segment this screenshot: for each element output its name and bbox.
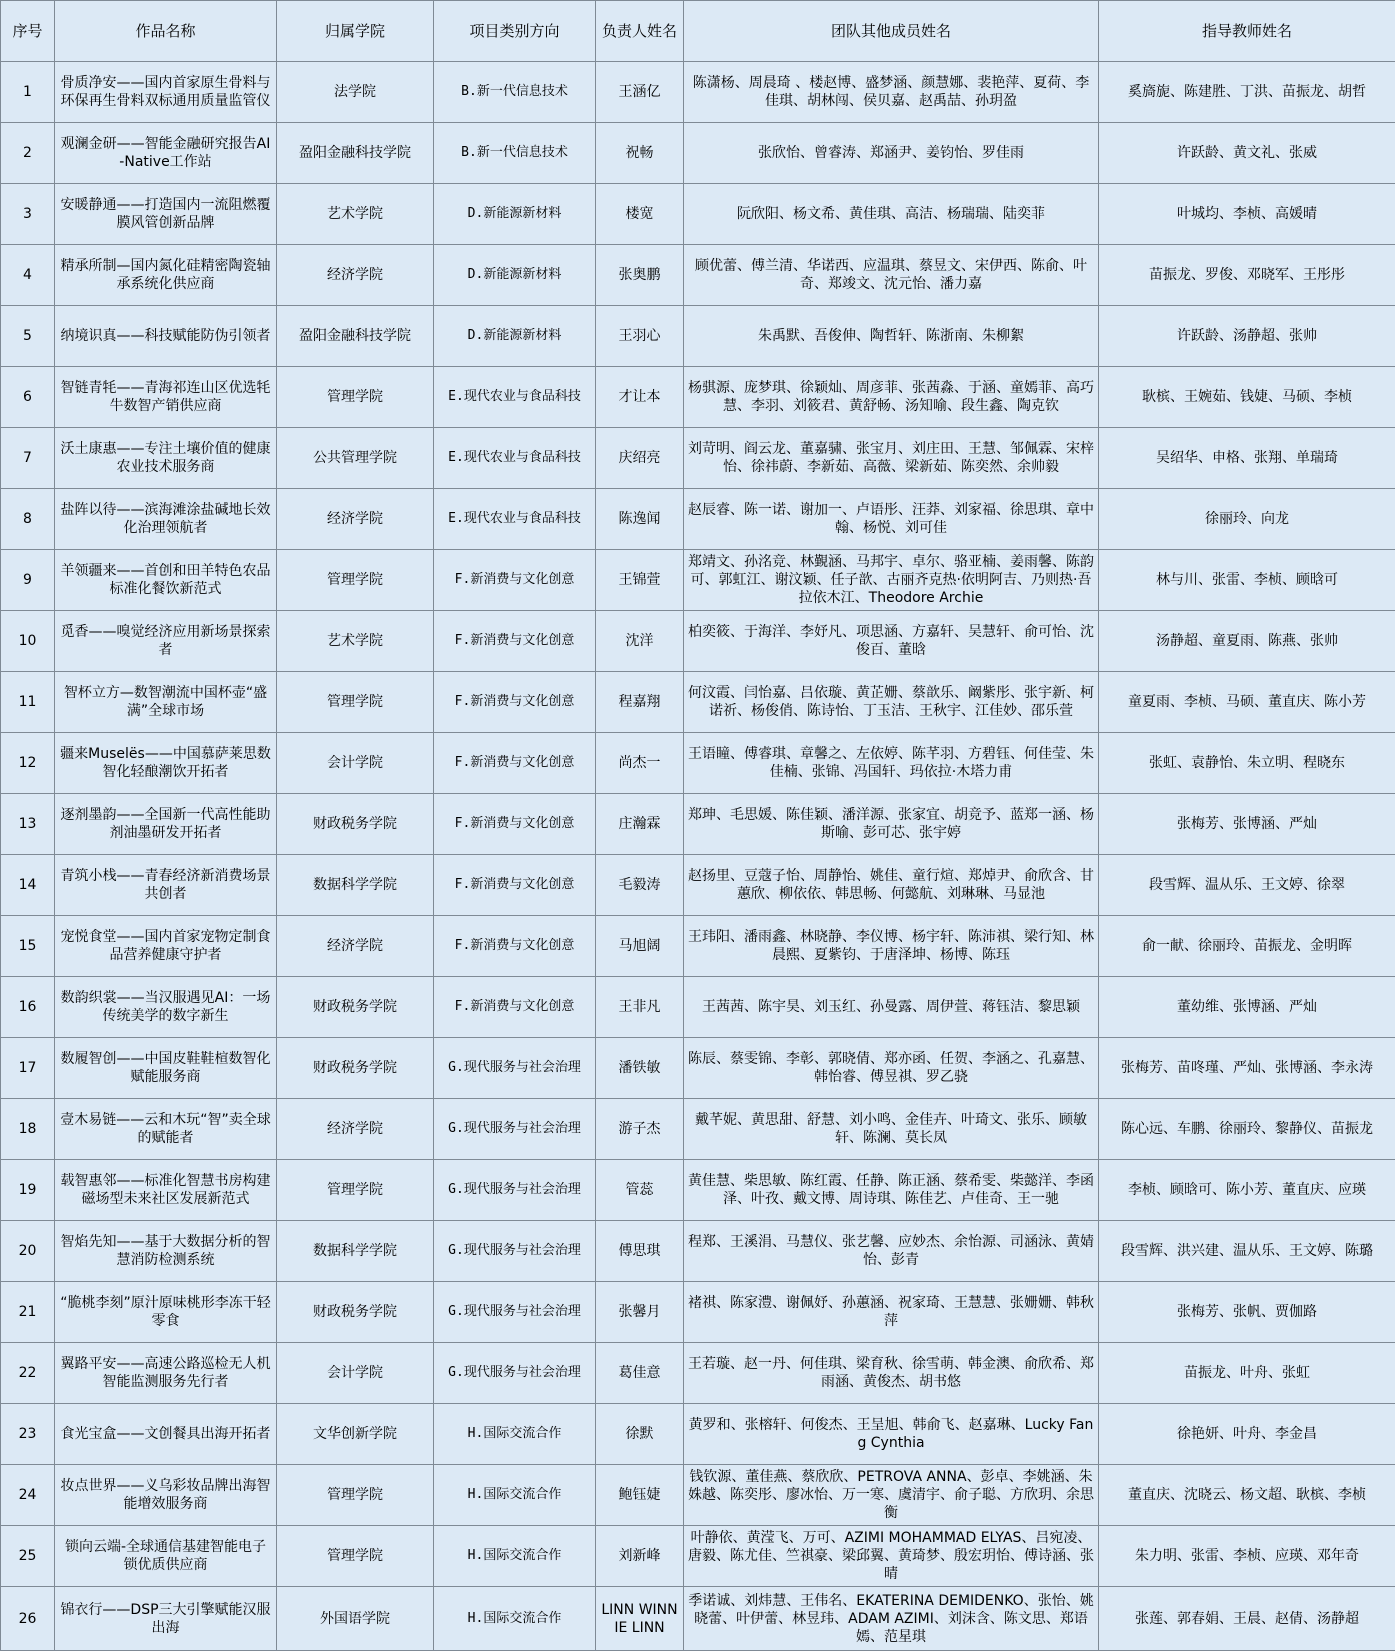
table-row xyxy=(1,1160,1395,1221)
cell-advisors: 张梅芳、苗咚瑾、严灿、张博涵、李永涛 xyxy=(1099,1038,1395,1099)
cell-advisors: 李桢、顾晗可、陈小芳、董直庆、应瑛 xyxy=(1099,1160,1395,1221)
cell-index: 18 xyxy=(1,1099,55,1160)
cell-category: G.现代服务与社会治理 xyxy=(434,1282,596,1343)
cell-category: F.新消费与文化创意 xyxy=(434,672,596,733)
cell-advisors: 苗振龙、叶舟、张虹 xyxy=(1099,1343,1395,1404)
cell-project-name: 沃土康惠——专注土壤价值的健康农业技术服务商 xyxy=(55,428,277,489)
cell-project-name: 骨质净安——国内首家原生骨料与环保再生骨料双标通用质量监管仪 xyxy=(55,62,277,123)
cell-index: 11 xyxy=(1,672,55,733)
cell-leader: 王涵亿 xyxy=(596,62,684,123)
cell-category: F.新消费与文化创意 xyxy=(434,611,596,672)
cell-category: F.新消费与文化创意 xyxy=(434,977,596,1038)
cell-index: 5 xyxy=(1,306,55,367)
table-body xyxy=(1,62,1395,1651)
cell-advisors: 童夏雨、李桢、马硕、董直庆、陈小芳 xyxy=(1099,672,1395,733)
cell-leader: 陈逸闻 xyxy=(596,489,684,550)
cell-index: 21 xyxy=(1,1282,55,1343)
cell-project-name: 壹木易链——云和木玩“智”卖全球的赋能者 xyxy=(55,1099,277,1160)
cell-advisors: 张虹、袁静怡、朱立明、程晓东 xyxy=(1099,733,1395,794)
cell-category: G.现代服务与社会治理 xyxy=(434,1343,596,1404)
header-leader: 负责人姓名 xyxy=(596,1,684,62)
cell-members: 王语瞳、傅睿琪、章馨之、左依婷、陈芊羽、方碧钰、何佳莹、朱佳楠、张锦、冯国轩、玛依拉·木塔力甫 xyxy=(684,733,1099,794)
cell-advisors: 张梅芳、张博涵、严灿 xyxy=(1099,794,1395,855)
cell-category: B.新一代信息技术 xyxy=(434,123,596,184)
table-row xyxy=(1,977,1395,1038)
cell-leader: 张奥鹏 xyxy=(596,245,684,306)
cell-index: 4 xyxy=(1,245,55,306)
cell-advisors: 段雪辉、洪兴建、温从乐、王文婷、陈璐 xyxy=(1099,1221,1395,1282)
cell-members: 褚祺、陈家澧、谢佩妤、孙蕙涵、祝家琦、王慧慧、张姗姗、韩秋萍 xyxy=(684,1282,1099,1343)
cell-college: 财政税务学院 xyxy=(277,794,434,855)
cell-project-name: 羊领疆来——首创和田羊特色农品标准化餐饮新范式 xyxy=(55,550,277,611)
cell-leader: 潘铁敏 xyxy=(596,1038,684,1099)
cell-college: 管理学院 xyxy=(277,1526,434,1587)
cell-leader: 马旭阔 xyxy=(596,916,684,977)
cell-advisors: 许跃龄、黄文礼、张威 xyxy=(1099,123,1395,184)
table-row xyxy=(1,855,1395,916)
cell-college: 数据科学学院 xyxy=(277,1221,434,1282)
cell-project-name: 逐剂墨韵——全国新一代高性能助剂油墨研发开拓者 xyxy=(55,794,277,855)
cell-index: 13 xyxy=(1,794,55,855)
cell-advisors: 段雪辉、温从乐、王文婷、徐翠 xyxy=(1099,855,1395,916)
cell-members: 王茜茜、陈宇昊、刘玉红、孙曼露、周伊萱、蒋钰洁、黎思颖 xyxy=(684,977,1099,1038)
table-row xyxy=(1,916,1395,977)
cell-leader: 程嘉翔 xyxy=(596,672,684,733)
cell-advisors: 汤静超、童夏雨、陈燕、张帅 xyxy=(1099,611,1395,672)
cell-category: G.现代服务与社会治理 xyxy=(434,1099,596,1160)
table-row xyxy=(1,428,1395,489)
cell-project-name: 妆点世界——义乌彩妆品牌出海智能增效服务商 xyxy=(55,1465,277,1526)
cell-leader: 楼宽 xyxy=(596,184,684,245)
cell-leader: 鲍钰婕 xyxy=(596,1465,684,1526)
cell-index: 23 xyxy=(1,1404,55,1465)
cell-index: 17 xyxy=(1,1038,55,1099)
cell-index: 2 xyxy=(1,123,55,184)
cell-project-name: 安暖静通——打造国内一流阻燃覆膜风管创新品牌 xyxy=(55,184,277,245)
table-row xyxy=(1,733,1395,794)
cell-advisors: 张莲、郭春娟、王晨、赵倩、汤静超 xyxy=(1099,1587,1395,1651)
cell-leader: 王羽心 xyxy=(596,306,684,367)
cell-members: 黄佳慧、柴思敏、陈红霞、任静、陈正涵、蔡希雯、柴懿洋、李函泽、叶孜、戴文博、周诗琪、陈佳艺、卢佳奇、王一驰 xyxy=(684,1160,1099,1221)
cell-advisors: 林与川、张雷、李桢、顾晗可 xyxy=(1099,550,1395,611)
cell-index: 12 xyxy=(1,733,55,794)
cell-leader: 张馨月 xyxy=(596,1282,684,1343)
table-row xyxy=(1,245,1395,306)
cell-advisors: 俞一献、徐丽玲、苗振龙、金明晖 xyxy=(1099,916,1395,977)
cell-index: 24 xyxy=(1,1465,55,1526)
cell-project-name: 精承所制—国内氮化硅精密陶瓷轴承系统化供应商 xyxy=(55,245,277,306)
table-row xyxy=(1,1587,1395,1651)
cell-college: 管理学院 xyxy=(277,1160,434,1221)
cell-index: 26 xyxy=(1,1587,55,1651)
header-advisors: 指导教师姓名 xyxy=(1099,1,1395,62)
cell-leader: 游子杰 xyxy=(596,1099,684,1160)
cell-college: 管理学院 xyxy=(277,1465,434,1526)
cell-college: 盈阳金融科技学院 xyxy=(277,306,434,367)
cell-project-name: 青筑小栈——青春经济新消费场景共创者 xyxy=(55,855,277,916)
cell-index: 25 xyxy=(1,1526,55,1587)
cell-category: D.新能源新材料 xyxy=(434,306,596,367)
cell-college: 公共管理学院 xyxy=(277,428,434,489)
table-row xyxy=(1,1221,1395,1282)
cell-project-name: 盐阵以待——滨海滩涂盐碱地长效化治理领航者 xyxy=(55,489,277,550)
cell-leader: 王非凡 xyxy=(596,977,684,1038)
cell-leader: 祝畅 xyxy=(596,123,684,184)
cell-advisors: 徐艳妍、叶舟、李金昌 xyxy=(1099,1404,1395,1465)
cell-category: H.国际交流合作 xyxy=(434,1465,596,1526)
cell-leader: 傅思琪 xyxy=(596,1221,684,1282)
header-index: 序号 xyxy=(1,1,55,62)
table-row xyxy=(1,367,1395,428)
cell-leader: 管蕊 xyxy=(596,1160,684,1221)
cell-category: D.新能源新材料 xyxy=(434,184,596,245)
cell-college: 艺术学院 xyxy=(277,611,434,672)
cell-project-name: 智链青牦——青海祁连山区优选牦牛数智产销供应商 xyxy=(55,367,277,428)
table-row xyxy=(1,794,1395,855)
cell-college: 数据科学学院 xyxy=(277,855,434,916)
cell-index: 8 xyxy=(1,489,55,550)
cell-leader: 王锦萱 xyxy=(596,550,684,611)
table-header-row xyxy=(1,1,1395,62)
cell-category: G.现代服务与社会治理 xyxy=(434,1221,596,1282)
table-row xyxy=(1,672,1395,733)
cell-college: 财政税务学院 xyxy=(277,1038,434,1099)
cell-category: G.现代服务与社会治理 xyxy=(434,1160,596,1221)
cell-advisors: 耿槟、王婉茹、钱婕、马硕、李桢 xyxy=(1099,367,1395,428)
cell-category: H.国际交流合作 xyxy=(434,1587,596,1651)
cell-members: 叶静依、黄滢飞、万可、AZIMI MOHAMMAD ELYAS、吕宛凌、唐毅、陈尤佳、竺祺豪、梁邱翼、黄琦梦、殷宏玥怡、傅诗涵、张晴 xyxy=(684,1526,1099,1587)
cell-category: F.新消费与文化创意 xyxy=(434,855,596,916)
cell-index: 3 xyxy=(1,184,55,245)
cell-advisors: 董幼维、张博涵、严灿 xyxy=(1099,977,1395,1038)
cell-college: 文华创新学院 xyxy=(277,1404,434,1465)
cell-members: 赵辰睿、陈一诺、谢加一、卢语彤、汪莽、刘家福、徐思琪、章中翰、杨悦、刘可佳 xyxy=(684,489,1099,550)
cell-category: G.现代服务与社会治理 xyxy=(434,1038,596,1099)
cell-project-name: 锁向云端-全球通信基建智能电子锁优质供应商 xyxy=(55,1526,277,1587)
cell-leader: 沈洋 xyxy=(596,611,684,672)
cell-index: 15 xyxy=(1,916,55,977)
cell-college: 会计学院 xyxy=(277,733,434,794)
cell-college: 管理学院 xyxy=(277,672,434,733)
table-row xyxy=(1,550,1395,611)
cell-leader: 徐默 xyxy=(596,1404,684,1465)
cell-members: 赵扬里、豆蔻子怡、周静怡、姚佳、童行煊、郑焯尹、俞欣含、甘蕙欣、柳依依、韩思畅、何懿航、刘琳琳、马显池 xyxy=(684,855,1099,916)
table-row xyxy=(1,184,1395,245)
cell-category: D.新能源新材料 xyxy=(434,245,596,306)
cell-project-name: 智杯立方—数智潮流中国杯壶“盛满”全球市场 xyxy=(55,672,277,733)
cell-advisors: 许跃龄、汤静超、张帅 xyxy=(1099,306,1395,367)
cell-college: 管理学院 xyxy=(277,550,434,611)
cell-category: B.新一代信息技术 xyxy=(434,62,596,123)
cell-leader: 庄瀚霖 xyxy=(596,794,684,855)
cell-college: 会计学院 xyxy=(277,1343,434,1404)
cell-project-name: 数履智创——中国皮鞋鞋楦数智化赋能服务商 xyxy=(55,1038,277,1099)
cell-category: F.新消费与文化创意 xyxy=(434,733,596,794)
cell-leader: 尚杰一 xyxy=(596,733,684,794)
cell-index: 10 xyxy=(1,611,55,672)
cell-college: 艺术学院 xyxy=(277,184,434,245)
cell-advisors: 吴绍华、申格、张翔、单瑞琦 xyxy=(1099,428,1395,489)
cell-college: 法学院 xyxy=(277,62,434,123)
header-members: 团队其他成员姓名 xyxy=(684,1,1099,62)
cell-index: 14 xyxy=(1,855,55,916)
cell-index: 7 xyxy=(1,428,55,489)
cell-leader: 才让本 xyxy=(596,367,684,428)
cell-members: 刘苛明、阎云龙、董嘉骕、张宝月、刘庄田、王慧、邹佩霖、宋梓怡、徐祎蔚、李新茹、高薇、梁新茹、陈奕然、余帅毅 xyxy=(684,428,1099,489)
cell-members: 郑靖文、孙洺竞、林覲涵、马邦宇、卓尔、骆亚楠、姜雨馨、陈韵可、郭虹江、谢汶颖、任子歆、古丽齐克热·依明阿吉、乃则热·吾拉依木江、Theodore Archie xyxy=(684,550,1099,611)
table-row xyxy=(1,1465,1395,1526)
cell-members: 王若璇、赵一丹、何佳琪、梁育秋、徐雪萌、韩金澳、俞欣希、郑雨涵、黄俊杰、胡书悠 xyxy=(684,1343,1099,1404)
cell-advisors: 苗振龙、罗俊、邓晓军、王彤彤 xyxy=(1099,245,1395,306)
cell-leader: 庆绍亮 xyxy=(596,428,684,489)
table-row xyxy=(1,611,1395,672)
cell-college: 经济学院 xyxy=(277,916,434,977)
cell-project-name: 宠悦食堂——国内首家宠物定制食品营养健康守护者 xyxy=(55,916,277,977)
cell-members: 柏奕筱、于海洋、李妤凡、项思涵、方嘉轩、吴慧轩、俞可怡、沈俊百、董晗 xyxy=(684,611,1099,672)
table-row xyxy=(1,1099,1395,1160)
cell-category: H.国际交流合作 xyxy=(434,1404,596,1465)
cell-leader: 刘新峰 xyxy=(596,1526,684,1587)
table-row xyxy=(1,306,1395,367)
cell-project-name: 疆来Muselës——中国慕萨莱思数智化轻酿潮饮开拓者 xyxy=(55,733,277,794)
cell-index: 6 xyxy=(1,367,55,428)
header-project-name: 作品名称 xyxy=(55,1,277,62)
cell-category: E.现代农业与食品科技 xyxy=(434,428,596,489)
cell-college: 经济学院 xyxy=(277,1099,434,1160)
cell-college: 财政税务学院 xyxy=(277,1282,434,1343)
cell-members: 陈潇杨、周晨琦 、楼赵博、盛梦涵、颜慧娜、裴艳萍、夏荷、李佳琪、胡林闯、侯贝嘉、赵禹喆、孙玥盈 xyxy=(684,62,1099,123)
cell-index: 19 xyxy=(1,1160,55,1221)
cell-members: 程郑、王溪涓、马慧仪、张艺馨、应妙杰、余怡源、司涵泳、黄婧怡、彭青 xyxy=(684,1221,1099,1282)
cell-advisors: 陈心远、车鹏、徐丽玲、黎静仪、苗振龙 xyxy=(1099,1099,1395,1160)
cell-leader: 葛佳意 xyxy=(596,1343,684,1404)
cell-members: 朱禹默、吾俊伸、陶哲轩、陈浙南、朱柳絮 xyxy=(684,306,1099,367)
cell-members: 何汶霞、闫怡嘉、吕依璇、黄芷姗、蔡歆乐、阚紫彤、张宇新、柯诺祈、杨俊俏、陈诗怡、丁玉洁、王秋宇、江佳妙、邵乐萱 xyxy=(684,672,1099,733)
cell-index: 9 xyxy=(1,550,55,611)
table-row xyxy=(1,489,1395,550)
cell-category: E.现代农业与食品科技 xyxy=(434,489,596,550)
cell-advisors: 徐丽玲、向龙 xyxy=(1099,489,1395,550)
cell-members: 季诺诚、刘炜慧、王伟名、EKATERINA DEMIDENKO、张怡、姚晓蕾、叶伊蕾、林昱玮、ADAM AZIMI、刘沫含、陈文思、郑语嫣、范星琪 xyxy=(684,1587,1099,1651)
cell-category: H.国际交流合作 xyxy=(434,1526,596,1587)
cell-college: 财政税务学院 xyxy=(277,977,434,1038)
table-row xyxy=(1,1343,1395,1404)
cell-college: 管理学院 xyxy=(277,367,434,428)
cell-category: F.新消费与文化创意 xyxy=(434,794,596,855)
cell-index: 22 xyxy=(1,1343,55,1404)
cell-members: 阮欣阳、杨文希、黄佳琪、高洁、杨瑞瑞、陆奕菲 xyxy=(684,184,1099,245)
cell-members: 郑珅、毛思媛、陈佳颖、潘洋源、张家宜、胡竞予、蓝郑一涵、杨斯喻、彭可芯、张宇婷 xyxy=(684,794,1099,855)
cell-project-name: 锦衣行——DSP三大引擎赋能汉服出海 xyxy=(55,1587,277,1651)
cell-advisors: 奚旖旎、陈建胜、丁洪、苗振龙、胡哲 xyxy=(1099,62,1395,123)
cell-project-name: 载智惠邻——标准化智慧书房构建磁场型未来社区发展新范式 xyxy=(55,1160,277,1221)
cell-project-name: 纳境识真——科技赋能防伪引领者 xyxy=(55,306,277,367)
cell-advisors: 叶城均、李桢、高媛晴 xyxy=(1099,184,1395,245)
cell-members: 黄罗和、张榕轩、何俊杰、王呈旭、韩俞飞、赵嘉琳、Lucky Fang Cynthia xyxy=(684,1404,1099,1465)
header-category: 项目类别方向 xyxy=(434,1,596,62)
cell-leader: 毛毅涛 xyxy=(596,855,684,916)
cell-project-name: 翼路平安——高速公路巡检无人机智能监测服务先行者 xyxy=(55,1343,277,1404)
cell-college: 外国语学院 xyxy=(277,1587,434,1651)
cell-index: 16 xyxy=(1,977,55,1038)
cell-members: 戴芊妮、黄思甜、舒慧、刘小鸣、金佳卉、叶琦文、张乐、顾敏轩、陈澜、莫长凤 xyxy=(684,1099,1099,1160)
cell-category: F.新消费与文化创意 xyxy=(434,916,596,977)
cell-project-name: 观澜金研——智能金融研究报告AI-Native工作站 xyxy=(55,123,277,184)
cell-project-name: 食光宝盒——文创餐具出海开拓者 xyxy=(55,1404,277,1465)
table-row xyxy=(1,1404,1395,1465)
cell-project-name: 觅香——嗅觉经济应用新场景探索者 xyxy=(55,611,277,672)
cell-members: 杨骐源、庞梦琪、徐颖灿、周彦菲、张茜淼、于涵、童嫣菲、高巧慧、李羽、刘筱君、黄舒畅、汤知喻、段生鑫、陶克钦 xyxy=(684,367,1099,428)
cell-index: 1 xyxy=(1,62,55,123)
cell-project-name: “脆桃李刻”原汁原味桃形李冻干轻零食 xyxy=(55,1282,277,1343)
header-college: 归属学院 xyxy=(277,1,434,62)
cell-project-name: 智焰先知——基于大数据分析的智慧消防检测系统 xyxy=(55,1221,277,1282)
table-row xyxy=(1,1038,1395,1099)
cell-members: 顾优蕾、傅兰清、华诺西、应温琪、蔡昱文、宋伊西、陈俞、叶奇、郑竣文、沈元怡、潘力嘉 xyxy=(684,245,1099,306)
cell-college: 经济学院 xyxy=(277,245,434,306)
cell-members: 王玮阳、潘雨鑫、林晓静、李仪博、杨宇轩、陈沛祺、梁行知、林晨熙、夏紫钧、于唐泽坤、杨博、陈珏 xyxy=(684,916,1099,977)
cell-advisors: 张梅芳、张帆、贾伽路 xyxy=(1099,1282,1395,1343)
cell-college: 经济学院 xyxy=(277,489,434,550)
table-row xyxy=(1,123,1395,184)
cell-leader: LINN WINNIE LINN xyxy=(596,1587,684,1651)
cell-advisors: 朱力明、张雷、李桢、应瑛、邓年奇 xyxy=(1099,1526,1395,1587)
cell-project-name: 数韵织裳——当汉服遇见AI：一场传统美学的数字新生 xyxy=(55,977,277,1038)
cell-members: 陈辰、蔡雯锦、李彰、郭晓倩、郑亦函、任贺、李涵之、孔嘉慧、韩怡睿、傅昱祺、罗乙骁 xyxy=(684,1038,1099,1099)
table-row xyxy=(1,1526,1395,1587)
cell-category: E.现代农业与食品科技 xyxy=(434,367,596,428)
cell-advisors: 董直庆、沈晓云、杨文超、耿槟、李桢 xyxy=(1099,1465,1395,1526)
cell-college: 盈阳金融科技学院 xyxy=(277,123,434,184)
cell-members: 张欣怡、曾睿涛、郑涵尹、姜钧怡、罗佳雨 xyxy=(684,123,1099,184)
table-row xyxy=(1,1282,1395,1343)
table-row xyxy=(1,62,1395,123)
cell-members: 钱钦源、董佳燕、蔡欣欣、PETROVA ANNA、彭卓、李姚涵、朱姝越、陈奕彤、廖冰怡、万一寒、虞清宇、俞子聪、方欣玥、余思衡 xyxy=(684,1465,1099,1526)
cell-index: 20 xyxy=(1,1221,55,1282)
cell-category: F.新消费与文化创意 xyxy=(434,550,596,611)
